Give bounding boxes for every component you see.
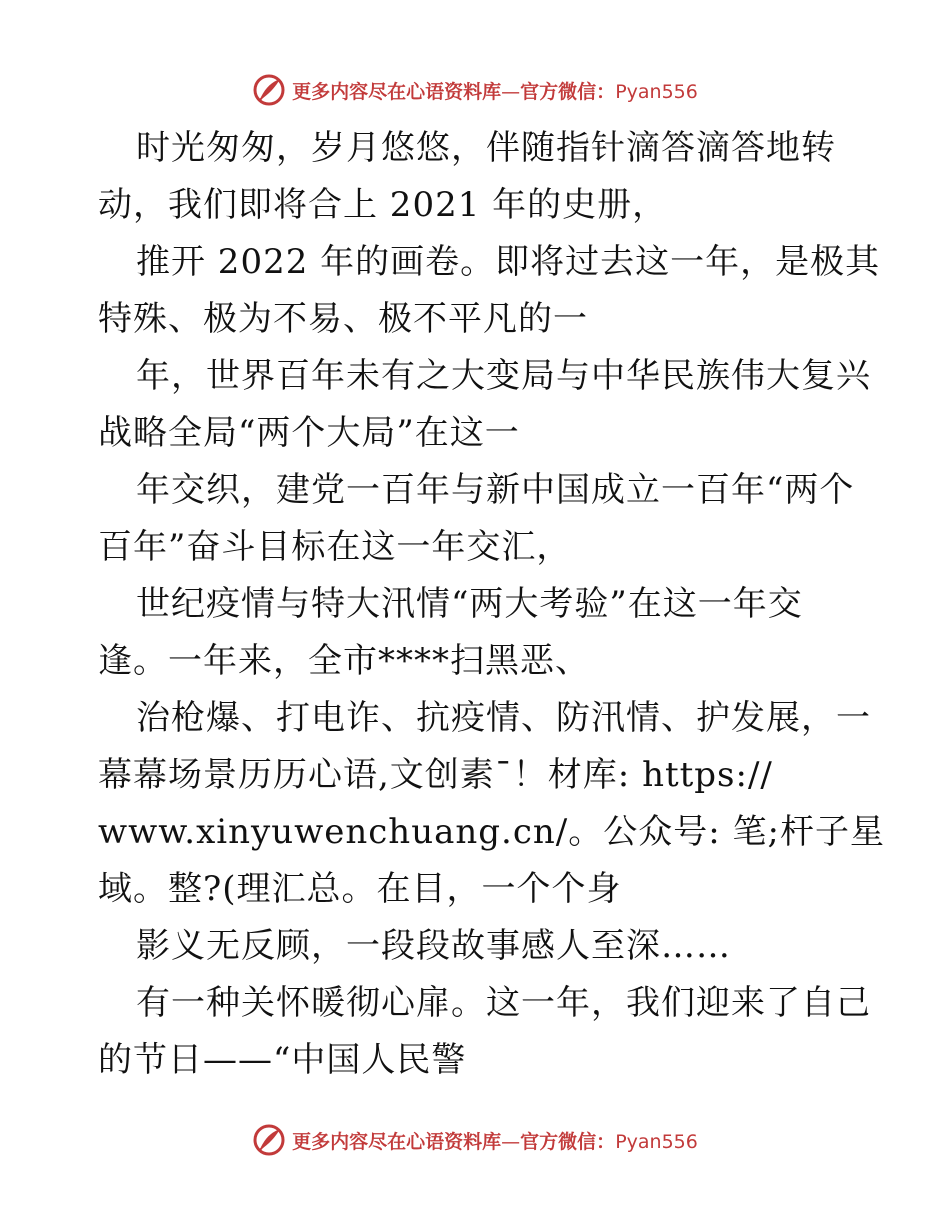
header-banner-text bbox=[292, 77, 698, 104]
body-line: 影义无反顾，一段段故事感人至深…… bbox=[136, 926, 731, 966]
body-line: 年，世界百年未有之大变局与中华民族伟大复兴 bbox=[136, 356, 871, 396]
body-line: 世纪疫情与特大汛情“两大考验”在这一年交 bbox=[136, 584, 803, 624]
footer-banner-main: 更多内容尽在心语资料库 bbox=[292, 1130, 502, 1153]
body-line: 时光匆匆，岁月悠悠，伴随指针滴答滴答地转 bbox=[136, 128, 836, 168]
footer-banner-id: Pyan556 bbox=[615, 1130, 698, 1153]
quill-logo-icon bbox=[252, 73, 286, 107]
body-line: 年交织，建党一百年与新中国成立一百年“两个 bbox=[136, 470, 855, 510]
body-line: 治枪爆、打电诈、抗疫情、防汛情、护发展，一 bbox=[136, 698, 871, 738]
quill-logo-icon bbox=[252, 1123, 286, 1157]
body-line: 域。整?(理汇总。在目，一个个身 bbox=[98, 869, 622, 909]
document-body bbox=[98, 120, 885, 1089]
body-line: 推开 2022 年的画卷。即将过去这一年，是极其 bbox=[136, 242, 881, 282]
footer-banner-sep: — bbox=[501, 1130, 521, 1153]
header-banner-label: 官方微信： bbox=[520, 80, 616, 103]
header-banner bbox=[0, 70, 950, 110]
header-banner-id: Pyan556 bbox=[615, 80, 698, 103]
footer-banner-label: 官方微信： bbox=[520, 1130, 616, 1153]
header-banner-sep: — bbox=[501, 80, 521, 103]
body-line: 的节日——“中国人民警 bbox=[98, 1040, 467, 1080]
footer-banner bbox=[0, 1120, 950, 1160]
body-line: 战略全局“两个大局”在这一 bbox=[98, 413, 520, 453]
body-line: 有一种关怀暖彻心扉。这一年，我们迎来了自己 bbox=[136, 983, 871, 1023]
footer-banner-text bbox=[292, 1127, 698, 1154]
body-line: 动，我们即将合上 2021 年的史册， bbox=[98, 185, 668, 225]
body-line: 逢。一年来，全市****扫黑恶、 bbox=[98, 641, 590, 681]
header-banner-main: 更多内容尽在心语资料库 bbox=[292, 80, 502, 103]
body-line: 特殊、极为不易、极不平凡的一 bbox=[98, 299, 588, 339]
body-line: www.xinyuwenchuang.cn/。公众号: 笔;杆子星 bbox=[98, 812, 885, 852]
body-line: 幕幕场景历历心语,文创素¯！材库: https:// bbox=[98, 755, 773, 795]
body-line: 百年”奋斗目标在这一年交汇， bbox=[98, 527, 572, 567]
